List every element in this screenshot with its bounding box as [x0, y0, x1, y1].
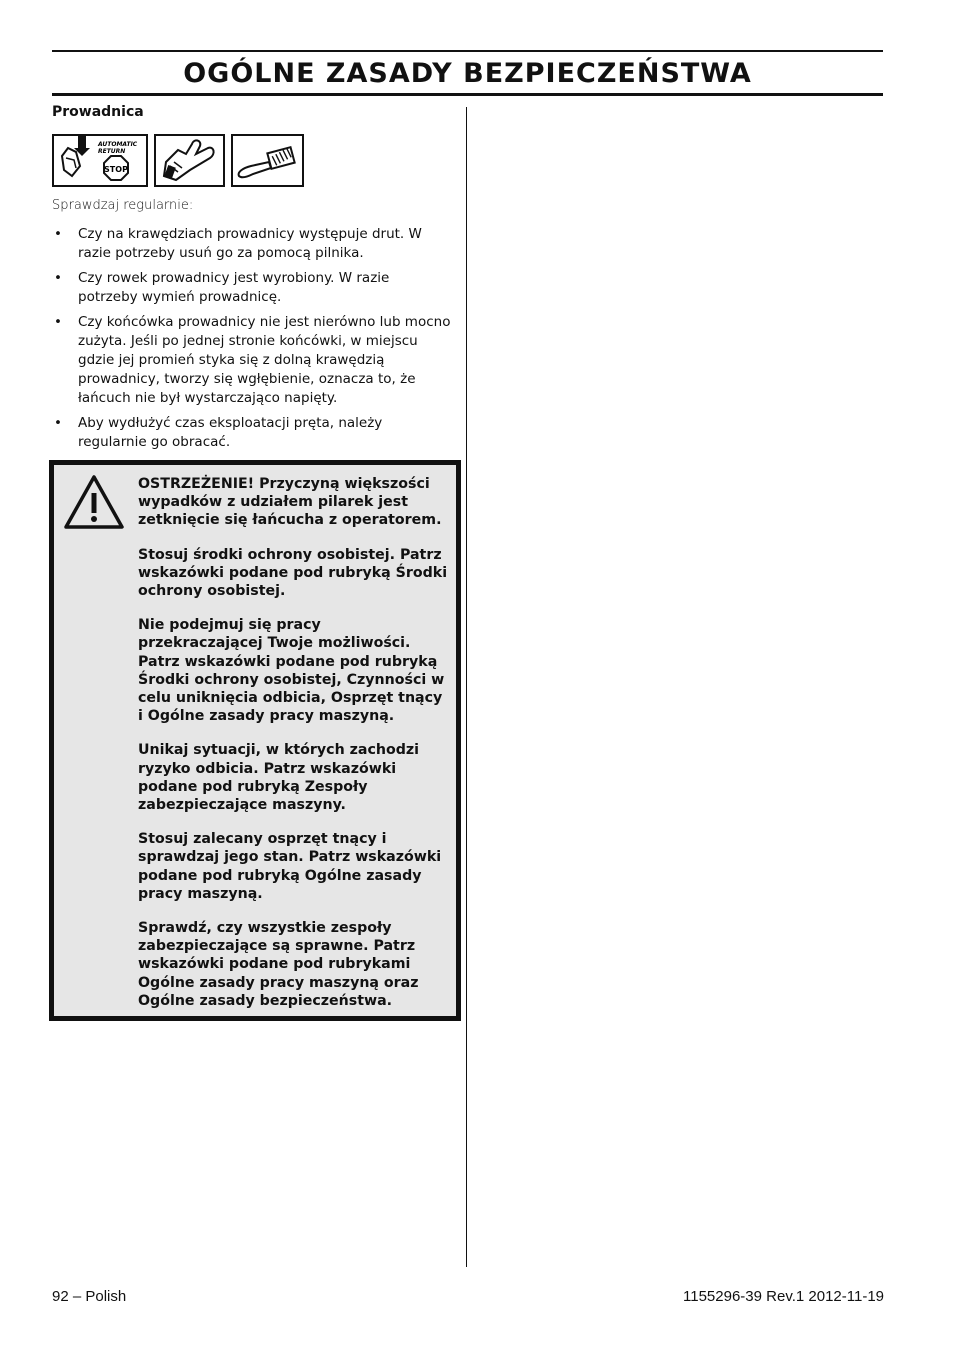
warning-paragraph: Nie podejmuj się pracy przekraczającej Twoje możliwości. Patrz wskazówki podane pod rubryką Środki ochrony osobistej, Czynności w celu uniknięcia odbicia, Osprzęt tnący i Ogólne zasady pracy maszyną.	[138, 617, 445, 725]
column-divider	[466, 107, 467, 1267]
warning-paragraph: Unikaj sytuacji, w których zachodzi ryzyko odbicia. Patrz wskazówki podane pod rubryką Zespoły zabezpieczające maszyny.	[138, 742, 419, 814]
icon-row	[52, 134, 452, 191]
intro-text: Sprawdzaj regularnie:	[52, 198, 194, 213]
list-item: • Czy końcówka prowadnicy nie jest nierówno lub mocno zużyta. Jeśli po jednej stronie końcówki, w miejscu gdzie jej promień styka się z dolną krawędzią prowadnicy, tworzy się wgłębienie, oznacza to, że łańcuch nie był wystarczająco napięty.	[52, 313, 452, 408]
left-column	[52, 102, 452, 458]
warning-paragraph: Sprawdź, czy wszystkie zespoły zabezpieczające są sprawne. Patrz wskazówki podane pod rubrykami Ogólne zasady pracy maszyną oraz Ogólne zasady bezpieczeństwa.	[138, 920, 419, 1009]
stop-label: STOP	[104, 165, 128, 174]
file-brush-icon	[231, 134, 304, 187]
automatic-label: AUTOMATIC	[98, 141, 138, 148]
glove-hand-icon	[154, 134, 225, 187]
warning-box	[49, 460, 461, 1021]
return-label: RETURN	[98, 148, 126, 155]
list-item: • Czy rowek prowadnicy jest wyrobiony. W razie potrzeby wymień prowadnicę.	[52, 269, 452, 307]
warning-paragraph: Stosuj zalecany osprzęt tnący i sprawdzaj jego stan. Patrz wskazówki podane pod rubryką Ogólne zasady pracy maszyną.	[138, 831, 442, 902]
header-bottom-rule	[52, 93, 883, 96]
warning-paragraph: Stosuj środki ochrony osobistej. Patrz wskazówki podane pod rubryką Środki ochrony osobistej.	[138, 546, 448, 600]
warning-triangle-icon	[62, 473, 126, 535]
page-title: OGÓLNE ZASADY BEZPIECZEŃSTWA	[183, 58, 752, 89]
section-heading: Prowadnica	[52, 104, 144, 120]
list-item: • Czy na krawędziach prowadnicy występuje drut. W razie potrzeby usuń go za pomocą pilnika.	[52, 225, 452, 263]
warning-paragraph: OSTRZEŻENIE! Przyczyną większości wypadków z udziałem pilarek jest zetknięcie się łańcucha z operatorem.	[138, 476, 442, 529]
list-item: • Aby wydłużyć czas eksploatacji pręta, należy regularnie go obracać.	[52, 414, 452, 452]
warning-text	[138, 475, 450, 1026]
document-id: 1155296-39 Rev.1 2012-11-19	[683, 1288, 884, 1305]
check-list	[52, 225, 452, 452]
header-top-rule	[52, 50, 883, 52]
page-number: 92 – Polish	[52, 1288, 127, 1305]
automatic-return-stop-icon	[52, 134, 148, 187]
